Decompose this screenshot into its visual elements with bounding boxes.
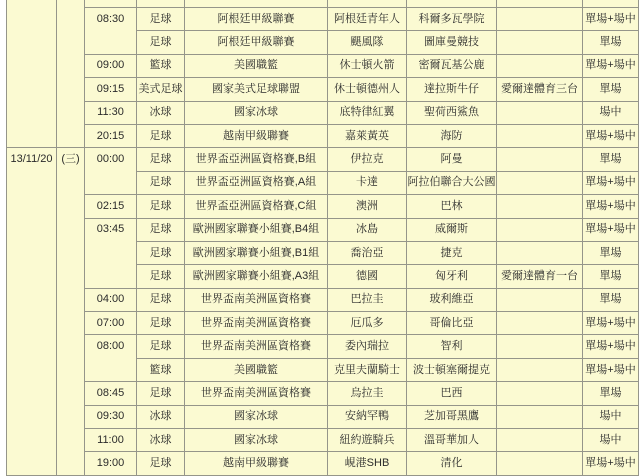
- cell-time: [85, 148, 137, 195]
- cell-league: [185, 195, 328, 218]
- cell-bet: [583, 0, 639, 8]
- cell-home: [328, 358, 407, 381]
- home-text: 嘉萊黃英: [345, 129, 389, 142]
- cell-sport: [137, 429, 185, 452]
- cell-sport: [137, 405, 185, 428]
- league-text: 越南甲級聯賽: [223, 457, 289, 470]
- cell-league: [185, 241, 328, 264]
- league-text: 越南甲級聯賽: [223, 129, 289, 142]
- cell-sport: [137, 54, 185, 77]
- cell-sport: [137, 8, 185, 31]
- cell-date: [7, 148, 57, 475]
- cell-away: [407, 195, 497, 218]
- sport-text: 足球: [149, 223, 172, 236]
- cell-sport: [137, 218, 185, 241]
- cell-away: [407, 265, 497, 288]
- cell-sport: [137, 31, 185, 54]
- schedule-table-body: [7, 0, 639, 475]
- cell-league: [185, 358, 328, 381]
- cell-tv: [497, 335, 583, 358]
- cell-sport: [137, 0, 185, 8]
- cell-league: [185, 429, 328, 452]
- table-row: [7, 78, 639, 101]
- sport-text: 足球: [149, 199, 172, 212]
- cell-tv: [497, 0, 583, 8]
- cell-time: [85, 452, 137, 475]
- bet-text: 單場: [599, 269, 622, 282]
- bet-text: 單場+場中: [585, 199, 636, 212]
- day-text: (三): [61, 153, 80, 166]
- cell-bet: [583, 101, 639, 124]
- home-text: 澳洲: [356, 199, 378, 212]
- away-text: 威爾斯: [435, 223, 468, 236]
- cell-sport: [137, 171, 185, 194]
- away-text: 海防: [440, 129, 463, 142]
- league-text: 國家冰球: [234, 410, 278, 423]
- bet-text: 單場+場中: [585, 316, 636, 329]
- league-text: 國家冰球: [234, 433, 278, 446]
- cell-home: [328, 54, 407, 77]
- cell-bet: [583, 78, 639, 101]
- date-text: [7, 0, 56, 22]
- sport-text: 足球: [149, 457, 172, 470]
- cell-sport: [137, 335, 185, 358]
- cell-time: [85, 78, 137, 101]
- cell-league: [185, 0, 328, 8]
- league-text: 國家美式足球聯盟: [212, 82, 300, 95]
- cell-sport: [137, 452, 185, 475]
- bet-text: 單場: [599, 82, 622, 95]
- cell-league: [185, 382, 328, 405]
- bet-text: 單場+場中: [585, 457, 636, 470]
- cell-league: [185, 31, 328, 54]
- cell-time: [85, 124, 137, 147]
- cell-home: [328, 218, 407, 241]
- league-text: 美國職籃: [234, 59, 278, 72]
- away-text: 聖荷西鯊魚: [424, 106, 479, 119]
- cell-time: [85, 429, 137, 452]
- time-text: 08:45: [96, 386, 125, 399]
- cell-away: [407, 171, 497, 194]
- cell-time: [85, 195, 137, 218]
- bet-text: 單場+場中: [585, 363, 636, 376]
- home-text: 紐約遊騎兵: [339, 433, 395, 446]
- home-text: 巴拉圭: [350, 293, 384, 306]
- cell-home: [328, 241, 407, 264]
- league-text: 阿根廷甲級聯賽: [217, 12, 295, 25]
- cell-home: [328, 335, 407, 358]
- cell-tv: [497, 382, 583, 405]
- home-text: 峴港SHB: [344, 457, 390, 470]
- league-text: 阿根廷甲級聯賽: [217, 36, 295, 49]
- date-text: 13/11/20: [10, 153, 53, 166]
- cell-tv: [497, 78, 583, 101]
- table-row: [7, 195, 639, 218]
- cell-away: [407, 0, 497, 8]
- away-text: 波士頓塞爾提克: [413, 363, 490, 376]
- cell-league: [185, 335, 328, 358]
- league-text: 歐洲國家聯賽小組賽,A3組: [192, 269, 320, 282]
- away-text: 芝加哥黑鷹: [424, 410, 479, 423]
- away-text: 智利: [440, 340, 463, 353]
- home-text: 底特律紅翼: [339, 106, 395, 119]
- league-text: 世界盃亞洲區資格賽,B組: [195, 153, 317, 166]
- cell-day: [57, 148, 85, 475]
- cell-away: [407, 31, 497, 54]
- cell-bet: [583, 382, 639, 405]
- cell-bet: [583, 241, 639, 264]
- match-schedule-table: [6, 0, 639, 476]
- sport-text: 足球: [149, 293, 172, 306]
- table-row: [7, 288, 639, 311]
- cell-time: [85, 54, 137, 77]
- cell-away: [407, 312, 497, 335]
- time-text: 19:00: [96, 457, 125, 470]
- away-text: 清化: [440, 457, 463, 470]
- away-text: 阿拉伯聯合大公國: [407, 176, 496, 189]
- cell-home: [328, 171, 407, 194]
- table-row: [7, 335, 639, 358]
- time-text: 09:15: [96, 82, 125, 95]
- bet-text: 場中: [599, 410, 622, 423]
- home-text: 安納罕鴨: [345, 410, 389, 423]
- sport-text: 足球: [149, 176, 172, 189]
- cell-sport: [137, 101, 185, 124]
- time-text: 02:15: [96, 199, 125, 212]
- table-row: [7, 148, 639, 171]
- home-text: 休士頓火箭: [339, 59, 395, 72]
- cell-sport: [137, 124, 185, 147]
- cell-tv: [497, 54, 583, 77]
- cell-tv: [497, 405, 583, 428]
- cell-bet: [583, 124, 639, 147]
- cell-league: [185, 101, 328, 124]
- cell-sport: [137, 288, 185, 311]
- cell-bet: [583, 312, 639, 335]
- cell-away: [407, 382, 497, 405]
- cell-bet: [583, 31, 639, 54]
- cell-tv: [497, 312, 583, 335]
- league-text: 美國職籃: [234, 363, 278, 376]
- league-text: 世界盃南美洲區資格賽: [201, 293, 311, 306]
- bet-text: 單場: [599, 36, 622, 49]
- cell-sport: [137, 241, 185, 264]
- cell-away: [407, 288, 497, 311]
- table-row: [7, 54, 639, 77]
- cell-away: [407, 54, 497, 77]
- cell-away: [407, 124, 497, 147]
- cell-home: [328, 195, 407, 218]
- cell-home: [328, 382, 407, 405]
- cell-away: [407, 78, 497, 101]
- time-text: 00:00: [96, 153, 125, 166]
- away-text: 達拉斯牛仔: [424, 82, 479, 95]
- cell-home: [328, 78, 407, 101]
- sport-text: 冰球: [149, 106, 172, 119]
- cell-bet: [583, 405, 639, 428]
- cell-tv: [497, 195, 583, 218]
- time-text: 04:00: [96, 293, 125, 306]
- cell-home: [328, 405, 407, 428]
- bet-text: 單場+場中: [585, 223, 636, 236]
- cell-time: [85, 101, 137, 124]
- cell-sport: [137, 148, 185, 171]
- league-text: 國家冰球: [234, 106, 278, 119]
- cell-league: [185, 148, 328, 171]
- cell-bet: [583, 148, 639, 171]
- bet-text: 場中: [599, 433, 622, 446]
- cell-date: [7, 0, 57, 148]
- cell-bet: [583, 8, 639, 31]
- time-text: 09:00: [96, 59, 125, 72]
- cell-time: [85, 312, 137, 335]
- away-text: 阿曼: [440, 153, 463, 166]
- home-text: 烏拉圭: [350, 386, 384, 399]
- cell-time: [85, 382, 137, 405]
- away-text: 匈牙利: [435, 269, 468, 282]
- league-text: 世界盃南美洲區資格賽: [201, 386, 311, 399]
- bet-text: 單場+場中: [585, 12, 636, 25]
- league-text: 世界盃亞洲區資格賽,A組: [195, 176, 317, 189]
- league-text: 世界盃南美洲區資格賽: [201, 340, 311, 353]
- bet-text: 單場: [599, 386, 622, 399]
- cell-home: [328, 124, 407, 147]
- sport-text: 美式足球: [138, 82, 183, 95]
- table-row: [7, 452, 639, 475]
- table-row: [7, 312, 639, 335]
- cell-league: [185, 78, 328, 101]
- cell-sport: [137, 265, 185, 288]
- sport-text: 足球: [149, 316, 172, 329]
- cell-home: [328, 312, 407, 335]
- league-text: 歐洲國家聯賽小組賽,B1組: [192, 246, 320, 259]
- cell-tv: [497, 148, 583, 171]
- bet-text: 單場+場中: [585, 176, 636, 189]
- cell-league: [185, 452, 328, 475]
- cell-time: [85, 405, 137, 428]
- away-text: 科爾多瓦學院: [418, 12, 485, 25]
- cell-sport: [137, 358, 185, 381]
- time-text: 08:30: [96, 12, 125, 25]
- bet-text: 單場: [599, 246, 622, 259]
- home-text: 阿根廷青年人: [334, 12, 400, 25]
- cell-away: [407, 218, 497, 241]
- cell-home: [328, 8, 407, 31]
- cell-sport: [137, 195, 185, 218]
- cell-home: [328, 148, 407, 171]
- cell-sport: [137, 312, 185, 335]
- cell-league: [185, 265, 328, 288]
- bet-text: 單場+場中: [585, 340, 636, 353]
- time-text: 08:00: [96, 340, 125, 353]
- sport-text: 足球: [149, 269, 172, 282]
- bet-text: 單場: [599, 153, 622, 166]
- home-text: 冰島: [356, 223, 378, 236]
- cell-bet: [583, 265, 639, 288]
- cell-tv: [497, 218, 583, 241]
- cell-day: [57, 0, 85, 148]
- away-text: 玻利維亞: [429, 293, 474, 306]
- cell-league: [185, 54, 328, 77]
- cell-tv: [497, 358, 583, 381]
- cell-bet: [583, 358, 639, 381]
- cell-league: [185, 171, 328, 194]
- sport-text: 冰球: [149, 433, 172, 446]
- home-text: 喬治亞: [350, 246, 384, 259]
- cell-time: [85, 288, 137, 311]
- sport-text: 籃球: [149, 363, 172, 376]
- cell-league: [185, 405, 328, 428]
- cell-home: [328, 101, 407, 124]
- cell-bet: [583, 452, 639, 475]
- home-text: 委內瑞拉: [345, 340, 389, 353]
- bet-text: 單場+場中: [585, 129, 636, 142]
- bet-text: 場中: [599, 106, 622, 119]
- league-text: 歐洲國家聯賽小組賽,B4組: [192, 223, 320, 236]
- cell-tv: [497, 288, 583, 311]
- bet-text: 單場+場中: [585, 59, 636, 72]
- cell-bet: [583, 218, 639, 241]
- cell-away: [407, 335, 497, 358]
- table-row-partial: [7, 0, 639, 8]
- time-text: 03:45: [96, 223, 125, 236]
- cell-away: [407, 8, 497, 31]
- cell-tv: [497, 171, 583, 194]
- table-row: [7, 101, 639, 124]
- cell-tv: [497, 101, 583, 124]
- home-text: 伊拉克: [350, 153, 384, 166]
- sport-text: 籃球: [149, 59, 172, 72]
- cell-tv: [497, 31, 583, 54]
- cell-away: [407, 358, 497, 381]
- league-text: 世界盃南美洲區資格賽: [201, 316, 311, 329]
- sport-text: 足球: [149, 153, 172, 166]
- cell-league: [185, 8, 328, 31]
- home-text: 休士頓德州人: [334, 82, 400, 95]
- cell-time: [85, 218, 137, 288]
- cell-away: [407, 452, 497, 475]
- cell-time: [85, 0, 137, 8]
- table-row: [7, 429, 639, 452]
- bet-text: 單場: [599, 293, 622, 306]
- tv-text: 愛爾達體育三台: [501, 82, 578, 95]
- cell-league: [185, 312, 328, 335]
- cell-tv: [497, 265, 583, 288]
- cell-sport: [137, 382, 185, 405]
- cell-tv: [497, 124, 583, 147]
- away-text: 巴西: [440, 386, 463, 399]
- cell-tv: [497, 429, 583, 452]
- cell-time: [85, 8, 137, 55]
- home-text: 颶風隊: [350, 36, 384, 49]
- cell-league: [185, 124, 328, 147]
- league-text: 世界盃亞洲區資格賽,C組: [195, 199, 317, 212]
- cell-bet: [583, 335, 639, 358]
- cell-away: [407, 148, 497, 171]
- tv-text: 愛爾達體育一台: [501, 269, 578, 282]
- sport-text: 冰球: [149, 410, 172, 423]
- cell-tv: [497, 452, 583, 475]
- sport-text: 足球: [149, 340, 172, 353]
- away-text: 密爾瓦基公鹿: [418, 59, 485, 72]
- home-text: 厄瓜多: [350, 316, 384, 329]
- away-text: 溫哥華加人: [424, 433, 479, 446]
- away-text: 巴林: [440, 199, 463, 212]
- away-text: 圖庫曼競技: [424, 36, 479, 49]
- cell-home: [328, 288, 407, 311]
- time-text: 11:00: [97, 433, 124, 446]
- cell-sport: [137, 78, 185, 101]
- sport-text: 足球: [149, 246, 172, 259]
- cell-bet: [583, 195, 639, 218]
- sport-text: 足球: [149, 36, 172, 49]
- cell-tv: [497, 241, 583, 264]
- table-row: [7, 218, 639, 241]
- cell-bet: [583, 171, 639, 194]
- cell-home: [328, 31, 407, 54]
- sport-text: 足球: [149, 129, 172, 142]
- cell-bet: [583, 288, 639, 311]
- home-text: 德國: [356, 269, 378, 282]
- table-row: [7, 124, 639, 147]
- cell-bet: [583, 429, 639, 452]
- cell-away: [407, 101, 497, 124]
- time-text: 07:00: [96, 316, 125, 329]
- cell-away: [407, 241, 497, 264]
- sport-text: 足球: [149, 386, 172, 399]
- cell-away: [407, 429, 497, 452]
- cell-away: [407, 405, 497, 428]
- cell-home: [328, 452, 407, 475]
- sport-text: 足球: [149, 12, 172, 25]
- away-text: 哥倫比亞: [429, 316, 474, 329]
- time-text: 11:30: [97, 106, 124, 119]
- cell-bet: [583, 54, 639, 77]
- table-row: [7, 405, 639, 428]
- table-row: [7, 382, 639, 405]
- time-text: 09:30: [96, 410, 125, 423]
- table-row: [7, 8, 639, 31]
- cell-tv: [497, 8, 583, 31]
- cell-league: [185, 288, 328, 311]
- day-text: [57, 0, 84, 22]
- home-text: 卡達: [356, 176, 378, 189]
- time-text: 20:15: [96, 129, 125, 142]
- cell-home: [328, 429, 407, 452]
- cell-home: [328, 265, 407, 288]
- cell-league: [185, 218, 328, 241]
- home-text: 克里夫蘭騎士: [334, 363, 400, 376]
- cell-time: [85, 335, 137, 382]
- away-text: 捷克: [440, 246, 463, 259]
- cell-home: [328, 0, 407, 8]
